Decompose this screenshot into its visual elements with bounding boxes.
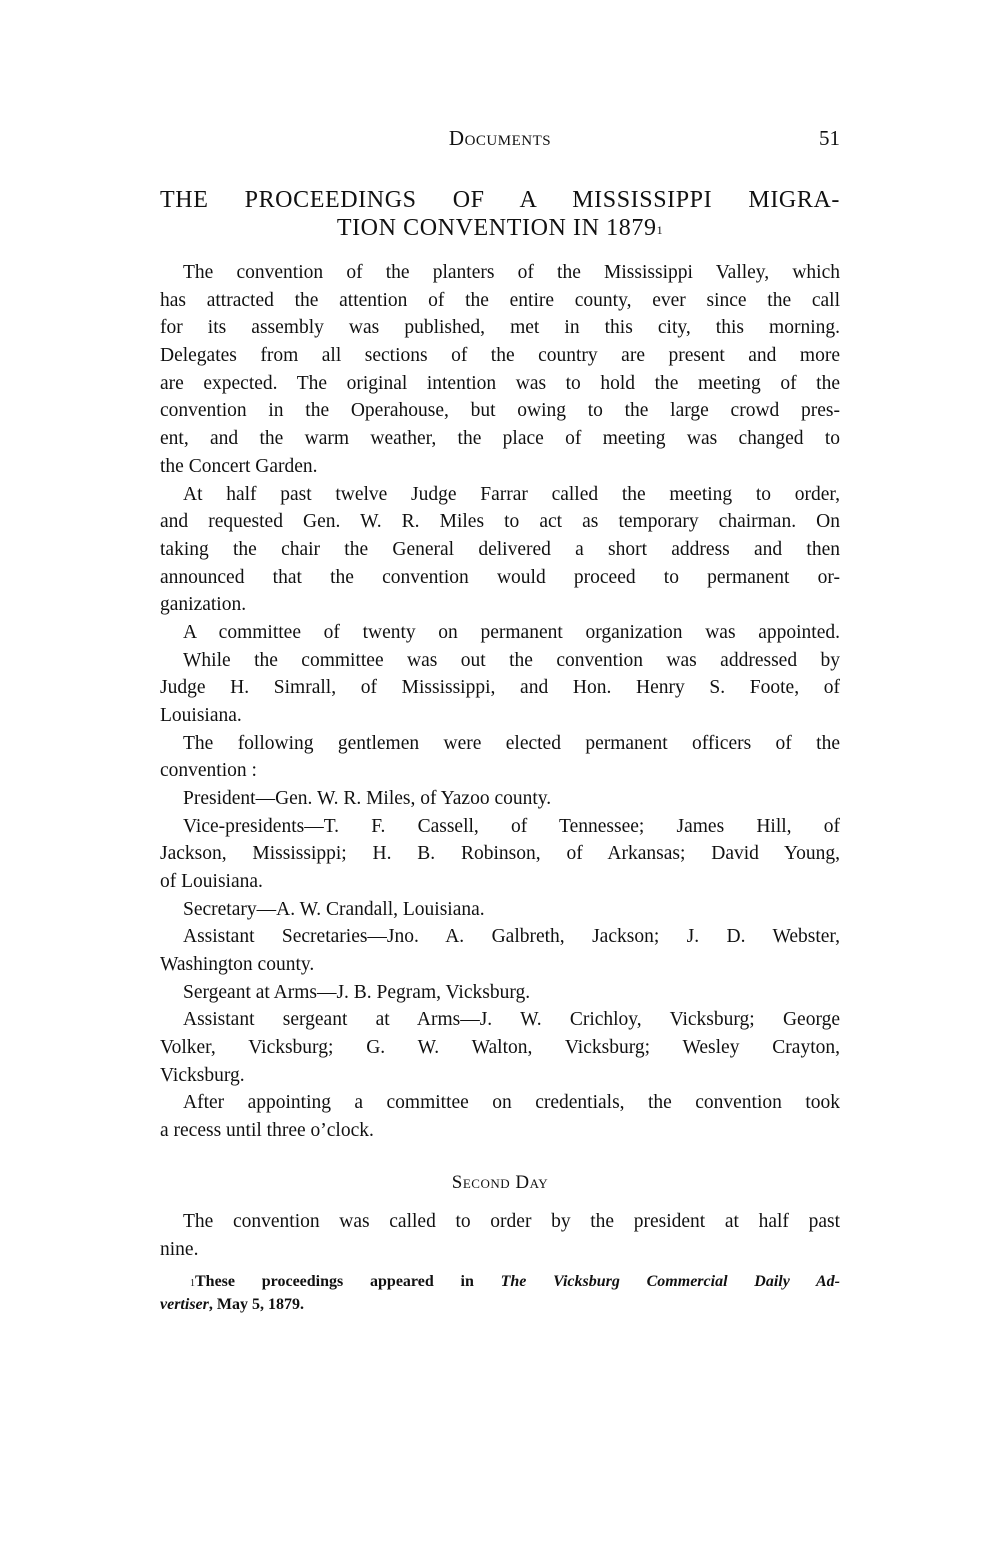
footnote-source-title-cont: vertiser	[160, 1296, 209, 1313]
body-line: The convention of the planters of the Mississippi Valley, which	[183, 262, 840, 283]
body-line: The following gentlemen were elected permanent officers of the	[183, 733, 840, 754]
body-line: and requested Gen. W. R. Miles to act as temporary chairman. On	[160, 511, 840, 532]
footnote-source-title: The Vicksburg Commercial Daily Ad-	[500, 1273, 840, 1290]
body-line: Assistant sergeant at Arms—J. W. Crichloy, Vicksburg; George	[183, 1009, 840, 1030]
body-line: for its assembly was published, met in this city, this morning.	[160, 317, 840, 338]
running-head-title: Documents	[448, 126, 552, 150]
body-line: After appointing a committee on credentials, the convention took	[183, 1092, 840, 1113]
article-title-line-2-text: TION CONVENTION IN 1879	[336, 215, 657, 241]
body-line: Vicksburg.	[160, 1065, 245, 1086]
section-heading-second-day: Second Day	[451, 1172, 549, 1193]
section-line: nine.	[160, 1239, 199, 1260]
footnote-text: These proceedings appeared in	[195, 1273, 501, 1290]
article-title	[160, 186, 840, 242]
body-line: ent, and the warm weather, the place of meeting was changed to	[160, 428, 840, 449]
body-line: convention in the Operahouse, but owing to the large crowd pres-	[160, 400, 840, 421]
body-line: convention :	[160, 760, 257, 781]
body-line: taking the chair the General delivered a short address and then	[160, 539, 840, 560]
title-footnote-marker: 1	[656, 223, 664, 237]
body-line: Secretary—A. W. Crandall, Louisiana.	[183, 899, 485, 920]
section-line: The convention was called to order by the president at half past	[183, 1211, 840, 1232]
body-line: Judge H. Simrall, of Mississippi, and Hon. Henry S. Foote, of	[160, 677, 840, 698]
body-line: Jackson, Mississippi; H. B. Robinson, of Arkansas; David Young,	[160, 843, 840, 864]
body-line: Washington county.	[160, 954, 315, 975]
body-line: has attracted the attention of the entire county, ever since the call	[160, 290, 840, 311]
body-line: a recess until three o’clock.	[160, 1120, 374, 1141]
body-line: President—Gen. W. R. Miles, of Yazoo county.	[183, 788, 552, 809]
page-number: 51	[819, 126, 840, 150]
body-line: Assistant Secretaries—Jno. A. Galbreth, Jackson; J. D. Webster,	[183, 926, 840, 947]
body-line: A committee of twenty on permanent organization was appointed.	[183, 622, 840, 643]
body-line: Delegates from all sections of the country are present and more	[160, 345, 840, 366]
body-line: While the committee was out the convention was addressed by	[183, 650, 840, 671]
running-head	[160, 126, 840, 156]
footnote-line-1	[190, 1271, 840, 1293]
article-title-line-1: THE PROCEEDINGS OF A MISSISSIPPI MIGRA-	[160, 187, 840, 213]
body-line: Vice-presidents—T. F. Cassell, of Tennessee; James Hill, of	[183, 816, 840, 837]
body-line: Louisiana.	[160, 705, 242, 726]
body-line: At half past twelve Judge Farrar called the meeting to order,	[183, 484, 840, 505]
body-line: ganization.	[160, 594, 247, 615]
body-line: Sergeant at Arms—J. B. Pegram, Vicksburg.	[183, 982, 531, 1003]
footnote-marker: 1	[190, 1278, 195, 1289]
body-line: announced that the convention would proceed to permanent or-	[160, 567, 840, 588]
body-line: of Louisiana.	[160, 871, 263, 892]
footnote-line-2	[160, 1294, 840, 1316]
article-title-line-2	[160, 214, 840, 242]
body-line: are expected. The original intention was to hold the meeting of the	[160, 373, 840, 394]
footnote-date: , May 5, 1879.	[208, 1296, 304, 1313]
body-line: the Concert Garden.	[160, 456, 318, 477]
body-line: Volker, Vicksburg; G. W. Walton, Vicksburg; Wesley Crayton,	[160, 1037, 840, 1058]
